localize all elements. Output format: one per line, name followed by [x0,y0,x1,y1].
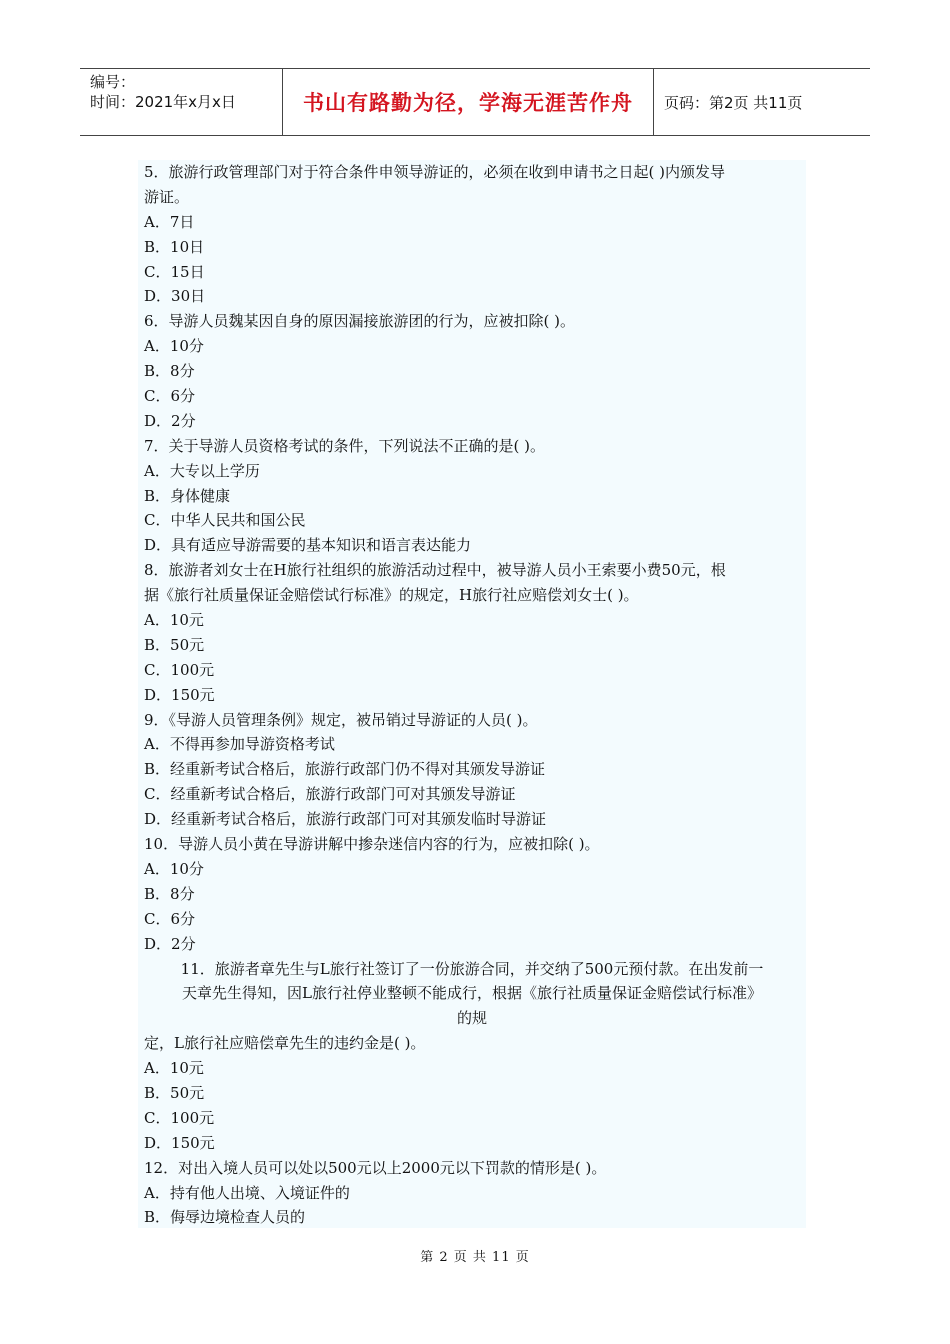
text-line: D．2分 [144,411,196,430]
text-line: A．7日 [144,212,195,231]
document-number-label: 编号： [90,73,136,91]
text-line-centered: 11．旅游者章先生与L旅行社签订了一份旅游合同，并交纳了500元预付款。在出发前一 [180,959,764,978]
text-line: D．具有适应导游需要的基本知识和语言表达能力 [144,536,472,555]
text-line: A．10元 [144,611,204,630]
text-line: D．经重新考试合格后，旅游行政部门可对其颁发临时导游证 [144,810,547,829]
text-line: C．6分 [144,909,196,928]
text-line: B．50元 [144,1083,205,1102]
text-line: 8．旅游者刘女士在H旅行社组织的旅游活动过程中，被导游人员小王索要小费50元，根 [144,561,726,580]
text-line: C．100元 [144,660,215,679]
text-line: 定，L旅行社应赔偿章先生的违约金是( )。 [144,1034,426,1053]
text-line: C．6分 [144,387,196,406]
header-page-number: 页码：第2页 共11页 [664,93,803,112]
text-line: B．经重新考试合格后，旅游行政部门仍不得对其颁发导游证 [144,760,546,779]
text-line: A．不得再参加导游资格考试 [144,735,335,754]
text-line: B．8分 [144,362,195,381]
page-header [80,68,870,136]
header-meta [80,69,282,135]
text-line: D．150元 [144,685,215,704]
text-line: A．10分 [144,859,204,878]
text-line: C．100元 [144,1108,215,1127]
text-line-centered: 天章先生得知，因L旅行社停业整顿不能成行，根据《旅行社质量保证金赔偿试行标准》 [182,984,762,1003]
text-line-centered: 的规 [456,1009,487,1028]
header-motto: 书山有路勤为径，学海无涯苦作舟 [282,69,654,135]
text-line: 游证。 [144,187,190,206]
text-line: D．2分 [144,934,196,953]
text-line: 据《旅行社质量保证金赔偿试行标准》的规定，H旅行社应赔偿刘女士( )。 [144,586,639,605]
text-line: 6．导游人员魏某因自身的原因漏接旅游团的行为，应被扣除( )。 [144,312,576,331]
text-line: D．30日 [144,287,206,306]
text-line: A．10分 [144,337,204,356]
text-line: B．身体健康 [144,486,231,505]
text-line: A．持有他人出境、入境证件的 [144,1183,350,1202]
text-line: 10．导游人员小黄在导游讲解中掺杂迷信内容的行为，应被扣除( )。 [144,835,600,854]
text-line: B．侮辱边境检查人员的 [144,1208,306,1227]
text-line: 12．对出入境人员可以处以500元以上2000元以下罚款的情形是( )。 [144,1158,607,1177]
text-line: D．150元 [144,1133,215,1152]
text-line: 7．关于导游人员资格考试的条件，下列说法不正确的是( )。 [144,436,546,455]
text-line: 9．《导游人员管理条例》规定，被吊销过导游证的人员( )。 [144,710,538,729]
question-content [138,160,806,1228]
text-line: B．10日 [144,237,205,256]
text-line: 5．旅游行政管理部门对于符合条件申领导游证的，必须在收到申请书之日起( )内颁发导 [144,163,726,181]
page-footer: 第 2 页 共 11 页 [420,1250,530,1265]
text-line: B．50元 [144,635,205,654]
text-line: A．大专以上学历 [144,461,260,480]
text-line: C．15日 [144,262,205,281]
text-line: B．8分 [144,884,195,903]
text-line: A．10元 [144,1059,204,1078]
document-time-label: 时间：2021年x月x日 [90,93,236,111]
text-line: C．中华人民共和国公民 [144,511,306,530]
text-line: C．经重新考试合格后，旅游行政部门可对其颁发导游证 [144,785,516,804]
